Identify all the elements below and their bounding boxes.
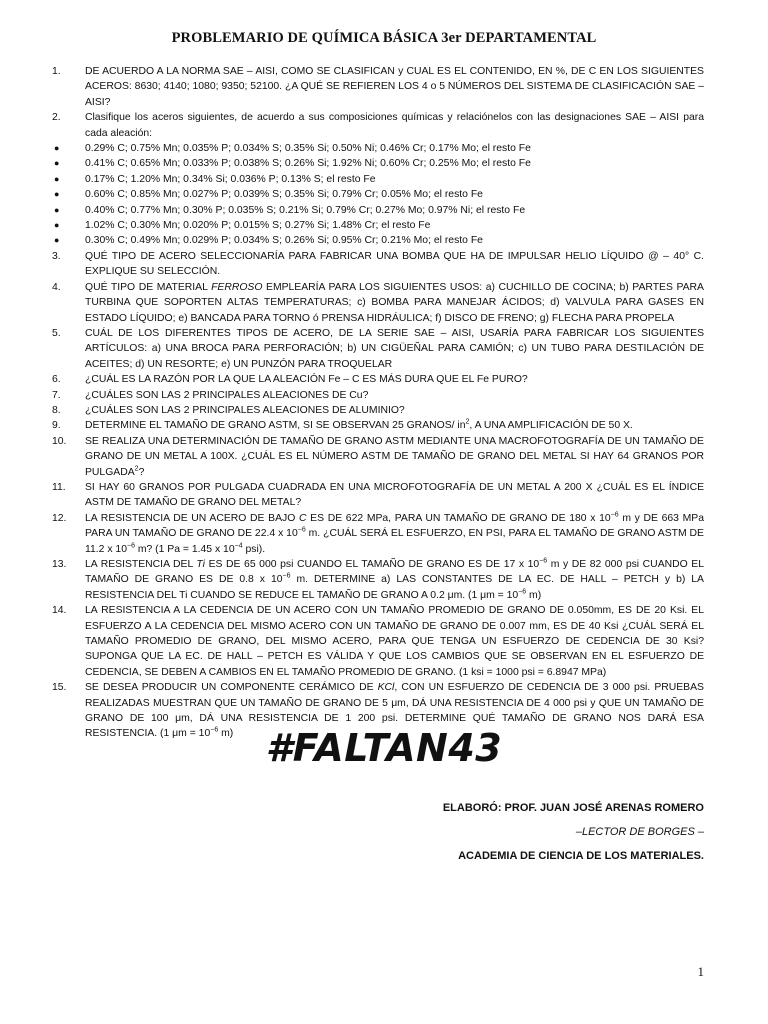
- academy-name: ACADEMIA DE CIENCIA DE LOS MATERIALES.: [458, 850, 704, 862]
- problem-text: SE REALIZA UNA DETERMINACIÓN DE TAMAÑO DE GRANO ASTM MEDIANTE UNA MACROFOTOGRAFÍA DE UN TAMAÑO DE GRANO DE UN METAL A 100X. ¿CUÁL ES EL NÚMERO ASTM DE TAMAÑO DE GRANO DEL METAL SI HAY 64 GRANOS POR PULGADA$^2$?: [85, 435, 704, 478]
- problem-item: [52, 480, 704, 511]
- problem-text: ¿CUÁLES SON LAS 2 PRINCIPALES ALEACIONES DE Cu?: [85, 389, 369, 401]
- bullet-icon: ●: [54, 220, 60, 231]
- bullet-text: 0.30% C; 0.49% Mn; 0.029% P; 0.034% S; 0.26% Si; 0.95% Cr; 0.21% Mo; el resto Fe: [85, 235, 483, 247]
- bullet-item: [52, 233, 704, 248]
- problem-number: 3.: [52, 250, 61, 262]
- problem-text: SE DESEA PRODUCIR UN COMPONENTE CERÁMICO DE KCl, CON UN ESFUERZO DE CEDENCIA DE 3 000 psi. PRUEBAS REALIZADAS MUESTRAN QUE UN TAMAÑO DE GRANO DE 5 μm, DÁ UNA RESISTENCIA DE 4 000 psi y QUE UN TAMAÑO DE GRANO DE 100 μm, DÁ UNA RESISTENCIA DE 1 200 psi. DETERMINE QUÉ TAMAÑO DE GRANO NOS DARÁ ESA RESISTENCIA. (1 $\mu m = 10^{-6}$ m): [85, 682, 704, 740]
- problem-text: LA RESISTENCIA A LA CEDENCIA DE UN ACERO CON UN TAMAÑO PROMEDIO DE GRANO DE 0.050mm, ES DE 20 Ksi. EL ESFUERZO A LA CEDENCIA DEL MISMO ACERO CON UN TAMAÑO DE GRANO DE 0.007 mm, ES DE 40 Ksi ¿CUÁL SERÁ EL TAMAÑO PROMEDIO DE GRANO, DEL MISMO ACERO, PARA QUE TENGA UN ESFUERZO DE CEDENCIA DE 30 Ksi? SUPONGA QUE LA EC. DE HALL – PETCH ES VÁLIDA Y QUE LOS CAMBIOS QUE SE OBSERVAN EN EL ESFUERZO DE CEDENCIA, SE DEBEN A CAMBIOS EN EL TAMAÑO PROMEDIO DE GRANO. (1 ksi = 1000 psi = 6.8947 MPa): [85, 605, 704, 678]
- bullet-item: [52, 156, 704, 171]
- bullet-text: 0.60% C; 0.85% Mn; 0.027% P; 0.039% S; 0.35% Si; 0.79% Cr; 0.05% Mo; el resto Fe: [85, 189, 483, 201]
- problem-item: [52, 434, 704, 480]
- author-alias: –LECTOR DE BORGES –: [575, 826, 704, 838]
- problem-item: [52, 388, 704, 403]
- problem-number: 9.: [52, 420, 61, 432]
- problem-text: DETERMINE EL TAMAÑO DE GRANO ASTM, SI SE OBSERVAN 25 GRANOS/ $in^2$, A UNA AMPLIFICACIÓN DE 50 X.: [85, 418, 633, 432]
- problem-item: [52, 110, 704, 141]
- bullet-item: [52, 141, 704, 156]
- problem-item: [52, 249, 704, 280]
- problem-number: 14.: [52, 605, 67, 617]
- document-title: PROBLEMARIO DE QUÍMICA BÁSICA 3er DEPARTAMENTAL: [171, 30, 597, 46]
- problem-number: 15.: [52, 682, 67, 694]
- problem-text: SI HAY 60 GRANOS POR PULGADA CUADRADA EN UNA MICROFOTOGRAFÍA DE UN METAL A 200 X ¿CUÁL ES EL ÍNDICE ASTM DE TAMAÑO DE GRANO DEL METAL?: [85, 481, 704, 509]
- problem-text: CUÁL DE LOS DIFERENTES TIPOS DE ACERO, DE LA SERIE SAE – AISI, USARÍA PARA FABRICAR LOS SIGUIENTES ARTÍCULOS: a) UNA BROCA PARA PERFORACIÓN; b) UN CIGÜEÑAL PARA CAMIÓN; c) UN TUBO PARA DESTILACIÓN DE ACEITES; d) UN RESORTE; e) UN PUNZÓN PARA TROQUELAR: [85, 327, 704, 370]
- author-credit: ELABORÓ: PROF. JUAN JOSÉ ARENAS ROMERO: [442, 802, 704, 814]
- problem-item: [52, 64, 704, 110]
- problem-text: ¿CUÁL ES LA RAZÓN POR LA QUE LA ALEACIÓN Fe – C ES MÁS DURA QUE EL Fe PURO?: [85, 374, 528, 386]
- problem-number: 13.: [52, 559, 67, 570]
- problem-text: ¿CUÁLES SON LAS 2 PRINCIPALES ALEACIONES DE ALUMINIO?: [85, 404, 405, 416]
- bullet-item: [52, 218, 704, 233]
- problem-item: [52, 511, 704, 557]
- problem-item: [52, 403, 704, 418]
- problem-number: 5.: [52, 327, 61, 339]
- problem-number: 2.: [52, 112, 61, 124]
- problem-item: [52, 603, 704, 680]
- bullet-text: 0.17% C; 1.20% Mn; 0.34% Si; 0.036% P; 0.13% S; el resto Fe: [85, 173, 376, 185]
- problem-text: Clasifique los aceros siguientes, de acuerdo a sus composiciones químicas y relaciónelos con las designaciones SAE – AISI para cada aleación:: [85, 112, 704, 139]
- problem-number: 10.: [52, 435, 67, 447]
- problem-number: 1.: [52, 66, 61, 77]
- problem-number: 8.: [52, 404, 61, 416]
- bullet-text: 0.29% C; 0.75% Mn; 0.035% P; 0.034% S; 0.35% Si; 0.50% Ni; 0.46% Cr; 0.17% Mo; el resto Fe: [85, 143, 531, 155]
- bullet-text: 0.40% C; 0.77% Mn; 0.30% P; 0.035% S; 0.21% Si; 0.79% Cr; 0.27% Mo; 0.97% Ni; el resto Fe: [85, 204, 526, 216]
- problem-text: QUÉ TIPO DE MATERIAL FERROSO EMPLEARÍA PARA LOS SIGUIENTES USOS: a) CUCHILLO DE COCINA; b) PARTES PARA TURBINA QUE SOPORTEN ALTAS TEMPERATURAS; c) BOMBA PARA MANEJAR ÁCIDOS; d) VALVULA PARA GASES EN ESTADO LÍQUIDO; e) BANCADA PARA TORNO ó PRENSA HIDRÁULICA; f) DISCO DE FRENO; g) FLECHA PARA PROPELA: [85, 281, 704, 324]
- bullet-icon: ●: [54, 143, 60, 154]
- page-number: 1: [697, 964, 704, 979]
- problem-text: LA RESISTENCIA DEL Ti ES DE 65 000 psi CUANDO EL TAMAÑO DE GRANO ES DE 17 x $10^{-6}$ m y DE 82 000 psi CUANDO EL TAMAÑO DE GRANO ES DE 0.8 x $10^{-6}$ m. DETERMINE a) LAS CONSTANTES DE LA EC. DE HALL – PETCH y b) LA RESISTENCIA DEL Ti CUANDO SE REDUCE EL TAMAÑO DE GRANO A 0.2 μm. (1 $\mu m = 10^{-6}$ m): [85, 557, 704, 601]
- bullet-icon: ●: [54, 235, 60, 246]
- problem-number: 4.: [52, 281, 61, 293]
- problem-item: [52, 372, 704, 387]
- bullet-text: 1.02% C; 0.30% Mn; 0.020% P; 0.015% S; 0.27% Si; 1.48% Cr; el resto Fe: [85, 220, 431, 232]
- bullet-icon: ●: [54, 173, 60, 184]
- problem-list: [52, 64, 704, 742]
- bullet-icon: ●: [54, 189, 60, 200]
- problem-item: [52, 557, 704, 603]
- problem-item: [52, 280, 704, 326]
- bullet-icon: ●: [54, 158, 60, 169]
- problem-text: QUÉ TIPO DE ACERO SELECCIONARÍA PARA FABRICAR UNA BOMBA QUE HA DE IMPULSAR HELIO LÍQUIDO @ – 40° C. EXPLIQUE SU SELECCIÓN.: [85, 250, 704, 278]
- problem-item: [52, 418, 704, 433]
- bullet-icon: ●: [54, 204, 60, 215]
- problem-text: LA RESISTENCIA DE UN ACERO DE BAJO C ES DE 622 MPa, PARA UN TAMAÑO DE GRANO DE 180 x $10^{-6}$ m y DE 663 MPa PARA UN TAMAÑO DE GRANO DE 22.4 x $10^{-6}$ m. ¿CUÁL SERÁ EL ESFUERZO, EN PSI, PARA EL TAMAÑO DE GRANO ASTM DE 11.2 x $10^{-6}$ m? (1 Pa = 1.45 x $10^{-4}$ psi).: [85, 511, 705, 555]
- problem-item: [52, 326, 704, 372]
- problem-number: 12.: [52, 512, 67, 524]
- problem-text: DE ACUERDO A LA NORMA SAE – AISI, COMO SE CLASIFICAN y CUAL ES EL CONTENIDO, EN %, DE C EN LOS SIGUIENTES ACEROS: 8630; 4140; 1080; 9350; 52100. ¿A QUÉ SE REFIEREN LOS 4 o 5 NÚMEROS DEL SISTEMA DE CLASIFICACIÓN SAE – AISI?: [85, 66, 704, 108]
- bullet-text: 0.41% C; 0.65% Mn; 0.033% P; 0.038% S; 0.26% Si; 1.92% Ni; 0.60% Cr; 0.25% Mo; el resto Fe: [85, 158, 531, 170]
- bullet-item: [52, 187, 704, 202]
- bullet-item: [52, 172, 704, 187]
- problem-number: 7.: [52, 389, 61, 401]
- problem-number: 6.: [52, 374, 61, 386]
- problem-number: 11.: [52, 481, 66, 493]
- bullet-item: [52, 203, 704, 218]
- hashtag-heading: #FALTAN43: [265, 726, 503, 770]
